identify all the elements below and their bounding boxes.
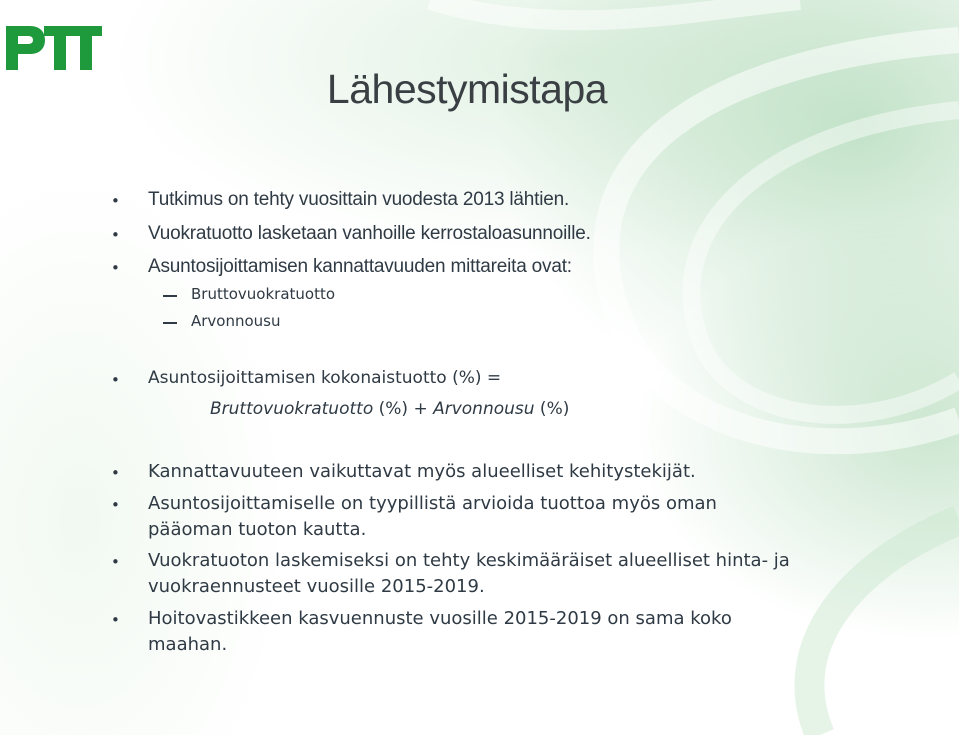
bullet-marker: • — [111, 611, 120, 629]
bullet-marker: • — [111, 496, 120, 514]
sub-bullet-text: Arvonnousu — [191, 312, 281, 330]
sub-bullet-text: Bruttovuokratuotto — [191, 285, 336, 303]
formula-unit: (%) — [534, 399, 570, 419]
bullet-text: Vuokratuotto lasketaan vanhoille kerrostaloasunnoille. — [148, 223, 591, 244]
formula-term-gross-yield: Bruttovuokratuotto — [210, 399, 374, 419]
formula-line — [210, 399, 569, 419]
bullet-text: Hoitovastikkeen kasvuennuste vuosille 2015-2019 on sama koko — [148, 608, 732, 629]
bullet-text: Kannattavuuteen vaikuttavat myös alueelliset kehitystekijät. — [148, 461, 696, 482]
bullet-text-continued: vuokraennusteet vuosille 2015-2019. — [148, 576, 485, 597]
bullet-text: Tutkimus on tehty vuosittain vuodesta 2013 lähtien. — [148, 189, 570, 210]
bullet-marker: • — [111, 259, 120, 277]
bullet-marker: • — [111, 553, 120, 571]
bullet-text-continued: maahan. — [148, 634, 228, 655]
bullet-marker: • — [111, 464, 120, 482]
bullet-marker: • — [111, 371, 120, 389]
formula-operator: (%) + — [373, 399, 434, 419]
sub-bullet-dash — [163, 295, 177, 297]
bullet-text: Asuntosijoittamisen kannattavuuden mittareita ovat: — [148, 256, 572, 277]
sub-bullet-dash — [163, 322, 177, 324]
formula-term-appreciation: Arvonnousu — [433, 399, 535, 419]
bullet-text-continued: pääoman tuoton kautta. — [148, 519, 367, 540]
bullet-text: Vuokratuoton laskemiseksi on tehty keskimääräiset alueelliset hinta- ja — [148, 550, 790, 571]
bullet-text: Asuntosijoittamisen kokonaistuotto (%) = — [148, 368, 502, 388]
bullet-marker: • — [111, 192, 120, 210]
bullet-marker: • — [111, 226, 120, 244]
page-title: Lähestymistapa — [326, 66, 608, 112]
bullet-text: Asuntosijoittamiselle on tyypillistä arvioida tuottoa myös oman — [148, 493, 717, 514]
